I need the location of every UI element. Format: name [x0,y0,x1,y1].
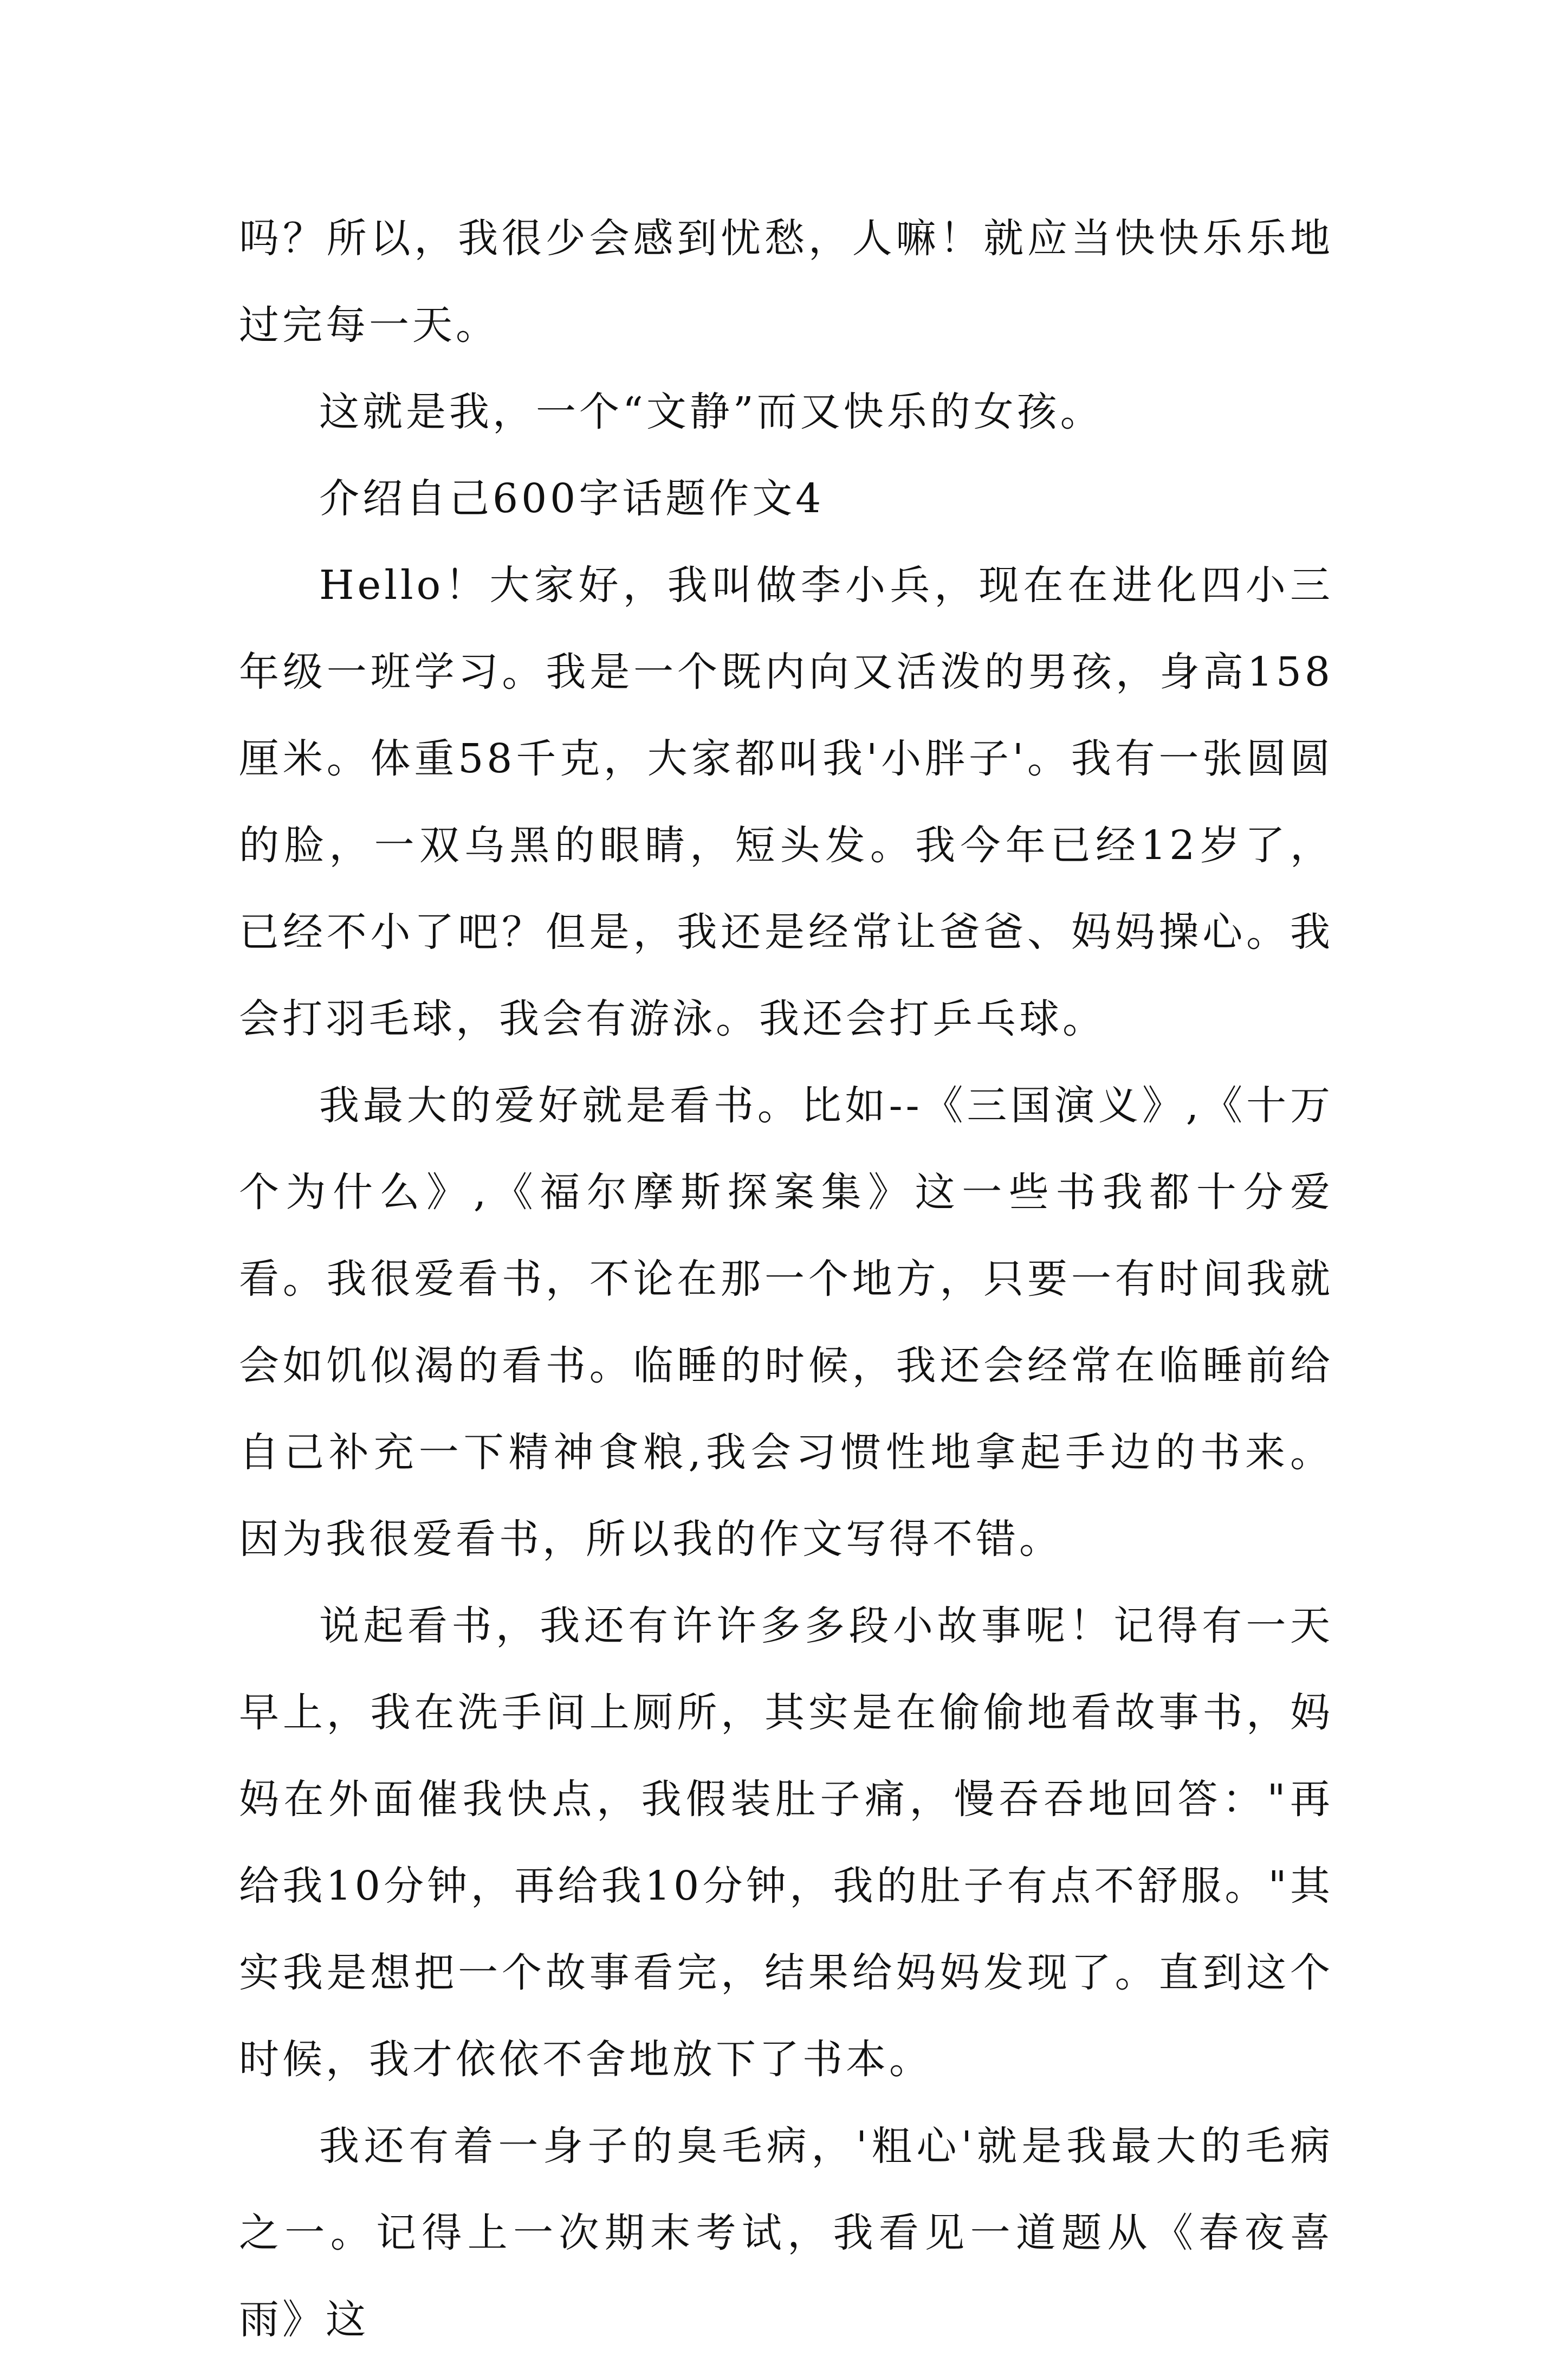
paragraph-hobby: 我最大的爱好就是看书。比如--《三国演义》,《十万个为什么》,《福尔摩斯探案集》这一些书我都十分爱看。我很爱看书，不论在那一个地方，只要一有时间我就会如饥似渴的看书。临睡的时候，我还会经常在临睡前给自己补充一下精神食粮,我会习惯性地拿起手边的书来。因为我很爱看书，所以我的作文写得不错。 [239,1082,1333,1563]
paragraph-introduction: Hello！大家好，我叫做李小兵，现在在进化四小三年级一班学习。我是一个既内向又活泼的男孩，身高158厘米。体重58千克，大家都叫我'小胖子'。我有一张圆圆的脸，一双乌黑的眼睛，短头发。我今年已经12岁了，已经不小了吧？但是，我还是经常让爸爸、妈妈操心。我会打羽毛球，我会有游泳。我还会打乒乓球。 [239,562,1333,1042]
paragraph-flaw: 我还有着一身子的臭毛病，'粗心'就是我最大的毛病之一。记得上一次期末考试，我看见一道题从《春夜喜雨》这 [239,2123,1333,2343]
paragraph-story: 说起看书，我还有许许多多段小故事呢！记得有一天早上，我在洗手间上厕所，其实是在偷偷地看故事书，妈妈在外面催我快点，我假装肚子痛，慢吞吞地回答："再给我10分钟，再给我10分钟，我的肚子有点不舒服。"其实我是想把一个故事看完，结果给妈妈发现了。直到这个时候，我才依依不舍地放下了书本。 [239,1603,1333,2083]
essay-heading: 介绍自己600字话题作文4 [319,475,825,522]
paragraph-summary: 这就是我，一个“文静”而又快乐的女孩。 [319,389,1104,435]
paragraph-continued: 吗？所以，我很少会感到忧愁，人嘛！就应当快快乐乐地过完每一天。 [239,215,1333,348]
document-body [239,195,1333,2363]
